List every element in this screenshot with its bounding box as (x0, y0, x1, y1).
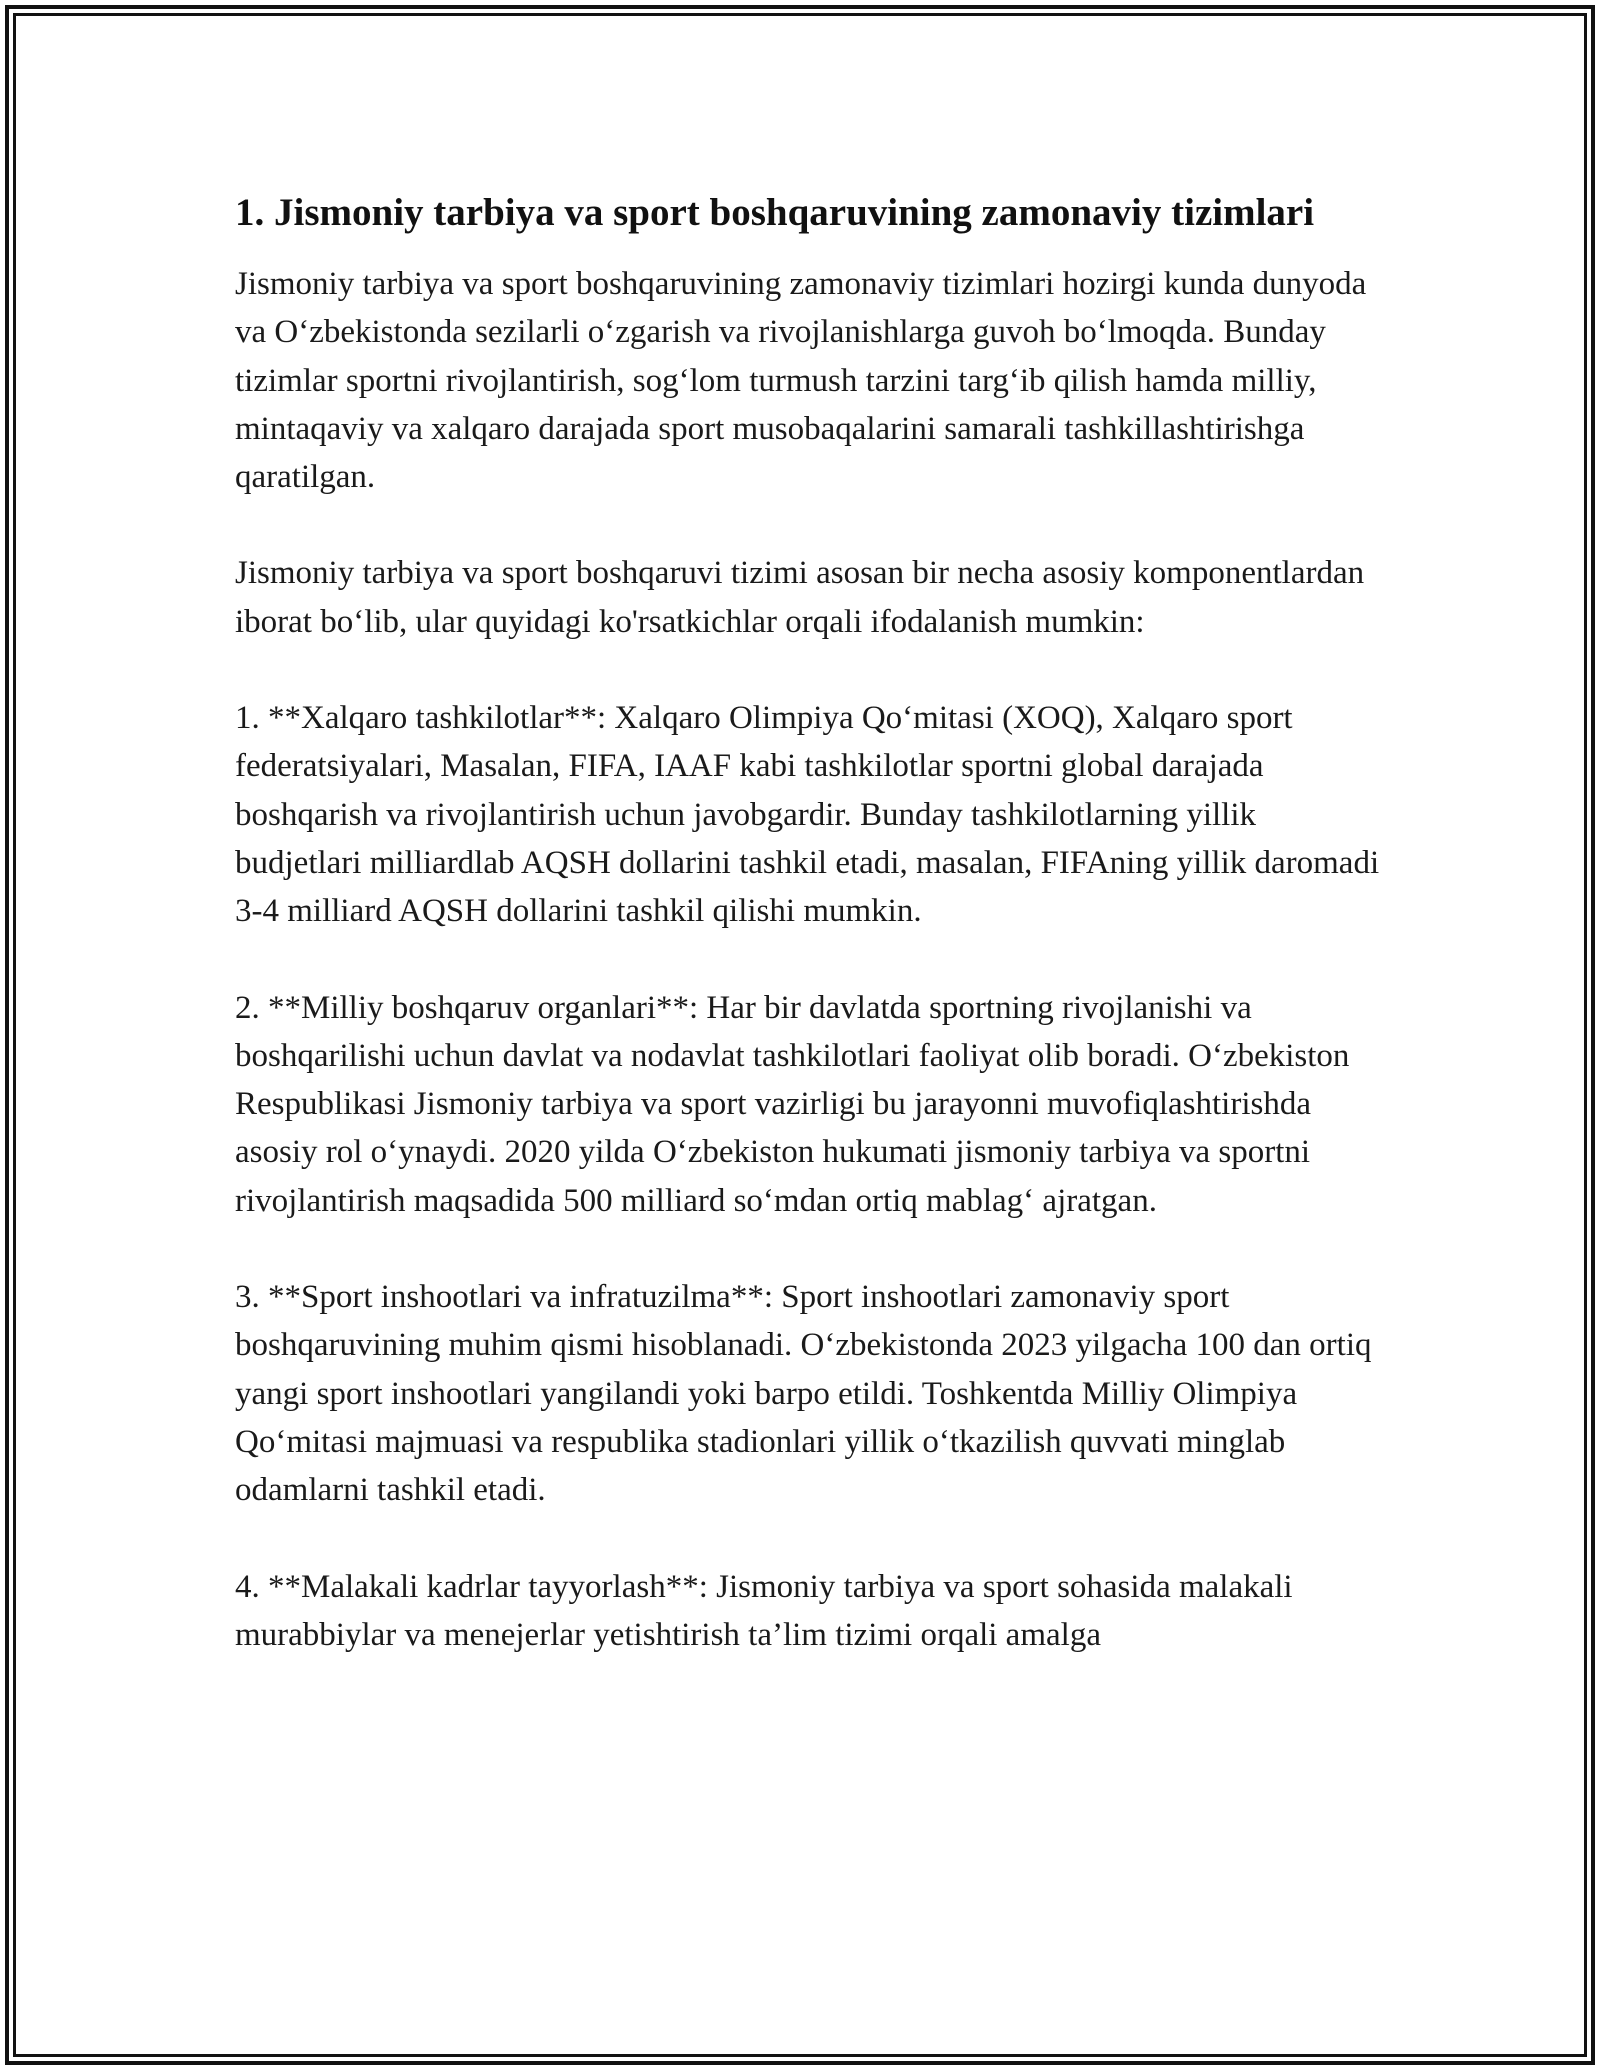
list-item-international-organizations: 1. **Xalqaro tashkilotlar**: Xalqaro Olimpiya Qo‘mitasi (XOQ), Xalqaro sport federatsiyalari, Masalan, FIFA, IAAF kabi tashkilotlar sportni global darajada boshqarish va rivojlantirish uchun javobgardir. Bunday tashkilotlarning yillik budjetlari milliardlab AQSH dollarini tashkil etadi, masalan, FIFAning yillik daromadi 3-4 milliard AQSH dollarini tashkil qilishi mumkin. (235, 700, 1380, 930)
paragraph-components: Jismoniy tarbiya va sport boshqaruvi tizimi asosan bir necha asosiy komponentlardan iborat bo‘lib, ular quyidagi ko'rsatkichlar orqali ifodalanish mumkin: (235, 555, 1365, 640)
list-item-sport-facilities: 3. **Sport inshootlari va infratuzilma**: Sport inshootlari zamonaviy sport boshqaruvining muhim qismi hisoblanadi. O‘zbekistonda 2023 yilgacha 100 dan ortiq yangi sport inshootlari yangilandi yoki barpo etildi. Toshkentda Milliy Olimpiya Qo‘mitasi majmuasi va respublika stadionlari yillik o‘tkazilish quvvati minglab odamlarni tashkil etadi. (235, 1279, 1372, 1509)
document-page (235, 185, 1385, 1707)
paragraph-intro: Jismoniy tarbiya va sport boshqaruvining zamonaviy tizimlari hozirgi kunda dunyoda va O‘zbekistonda sezilarli o‘zgarish va rivojlanishlarga guvoh bo‘lmoqda. Bunday tizimlar sportni rivojlantirish, sog‘lom turmush tarzini targ‘ib qilish hamda milliy, mintaqaviy va xalqaro darajada sport musobaqalarini samarali tashkillashtirishga qaratilgan. (235, 266, 1367, 496)
list-item-national-bodies: 2. **Milliy boshqaruv organlari**: Har bir davlatda sportning rivojlanishi va boshqarilishi uchun davlat va nodavlat tashkilotlari faoliyat olib boradi. O‘zbekiston Respublikasi Jismoniy tarbiya va sport vazirligi bu jarayonni muvofiqlashtirishda asosiy rol o‘ynaydi. 2020 yilda O‘zbekiston hukumati jismoniy tarbiya va sportni rivojlantirish maqsadida 500 milliard so‘mdan ortiq mablag‘ ajratgan. (235, 989, 1350, 1219)
list-item-qualified-staff: 4. **Malakali kadrlar tayyorlash**: Jismoniy tarbiya va sport sohasida malakali murabbiylar va menejerlar yetishtirish ta’lim tizimi orqali amalga (235, 1568, 1293, 1653)
section-title: 1. Jismoniy tarbiya va sport boshqaruvining zamonaviy tizimlari (235, 191, 1315, 234)
